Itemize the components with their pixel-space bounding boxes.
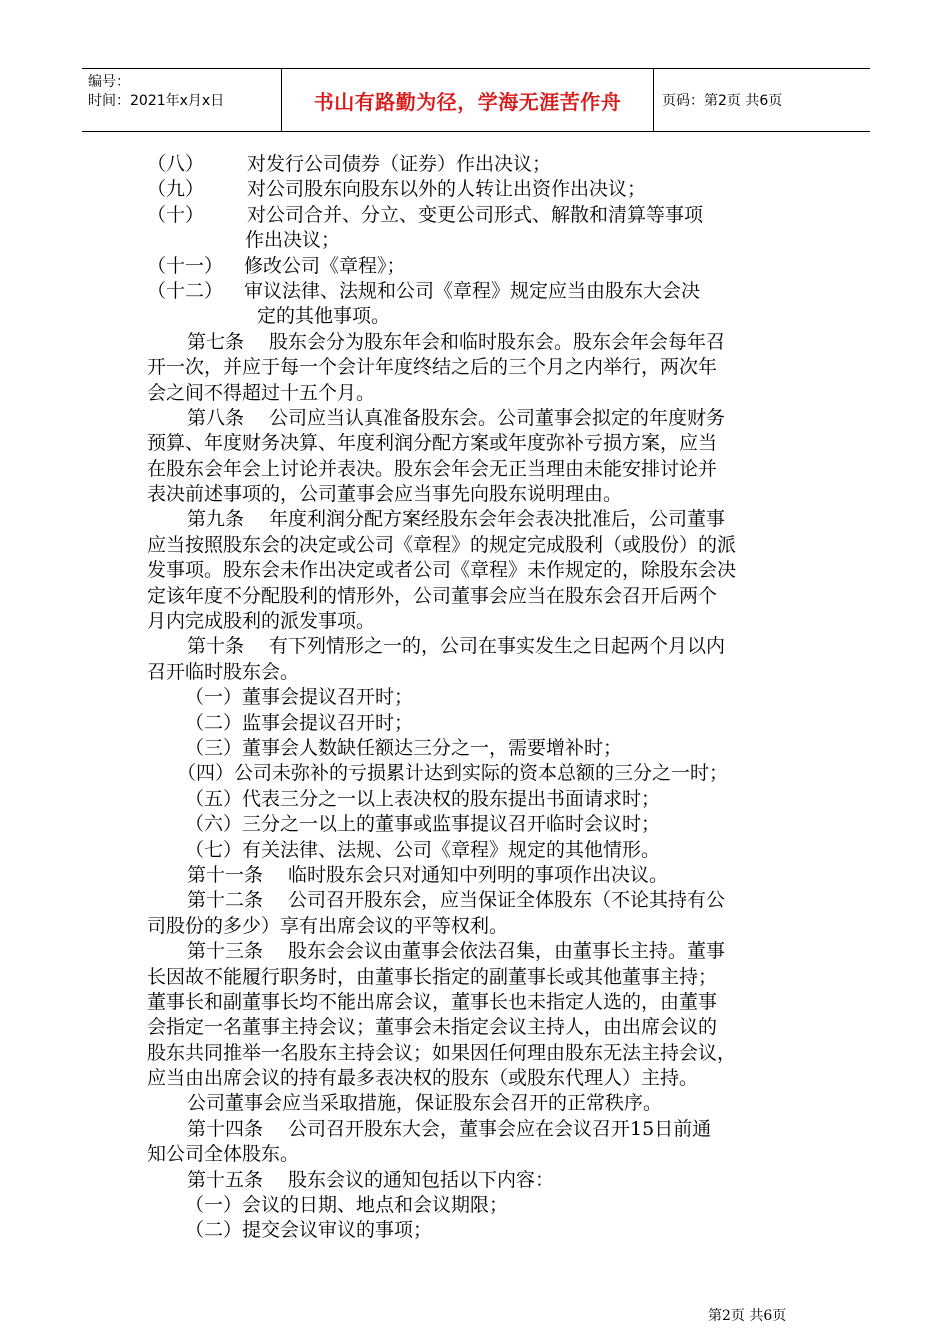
article-7 <box>147 330 807 355</box>
header-number: 编号： <box>88 74 130 90</box>
article-text: 应当由出席会议的持有最多表决权的股东（或股东代理人）主持。 <box>147 1067 699 1090</box>
page-footer: 第2页 共6页 <box>708 1308 787 1324</box>
article-text: 年度利润分配方案经股东会年会表决批准后，公司董事 <box>269 508 726 531</box>
header-motto: 书山有路勤为径，学海无涯苦作舟 <box>282 69 654 131</box>
article-text: 公司召开股东会，应当保证全体股东（不论其持有公 <box>288 889 726 912</box>
article-text: 会指定一名董事主持会议；董事会未指定会议主持人，由出席会议的 <box>147 1016 718 1039</box>
article-text: 司股份的多少）享有出席会议的平等权利。 <box>147 914 509 937</box>
article-text: 董事长和副董事长均不能出席会议，董事长也未指定人选的，由董事 <box>147 990 718 1013</box>
article-heading: 第十三条 <box>187 940 264 963</box>
list-item-9 <box>147 177 807 202</box>
article-text: 预算、年度财务决算、年度利润分配方案或年度弥补亏损方案，应当 <box>147 432 718 455</box>
header-time: 时间：2021年x月x日 <box>88 93 225 109</box>
article-text: 有下列情形之一的，公司在事实发生之日起两个月以内 <box>269 635 726 658</box>
sub-item: （七）有关法律、法规、公司《章程》规定的其他情形。 <box>185 838 661 861</box>
item-text: 对公司股东向股东以外的人转让出资作出决议； <box>247 178 647 201</box>
article-11 <box>147 863 807 888</box>
page-header <box>82 68 870 132</box>
header-meta <box>82 69 282 131</box>
article-text: 知公司全体股东。 <box>147 1143 300 1166</box>
article-text: 股东会议的通知包括以下内容： <box>288 1168 555 1191</box>
item-text: 修改公司《章程》； <box>244 254 406 277</box>
article-text: 股东共同推举一名股东主持会议；如果因任何理由股东无法主持会议， <box>147 1041 737 1064</box>
sub-item: （二）监事会提议召开时； <box>185 711 414 734</box>
sub-item: （二）提交会议审议的事项； <box>185 1219 433 1242</box>
article-text: 定该年度不分配股利的情形外，公司董事会应当在股东会召开后两个 <box>147 584 718 607</box>
item-number: （十一） <box>147 254 224 277</box>
article-heading: 第十条 <box>187 635 245 658</box>
item-number: （十二） <box>147 279 224 302</box>
article-9 <box>147 507 807 532</box>
header-page-number: 页码：第2页 共6页 <box>662 93 783 109</box>
article-text: 月内完成股利的派发事项。 <box>147 610 376 633</box>
article-heading: 第九条 <box>187 508 245 531</box>
list-item-8 <box>147 152 807 177</box>
item-text: 对公司合并、分立、变更公司形式、解散和清算等事项 <box>247 203 704 226</box>
item-text: 对发行公司债券（证券）作出决议； <box>247 153 552 175</box>
item-text: 审议法律、法规和公司《章程》规定应当由股东大会决 <box>244 279 701 302</box>
article-13 <box>147 939 807 964</box>
article-heading: 第十五条 <box>187 1168 264 1191</box>
article-text: 召开临时股东会。 <box>147 660 300 683</box>
article-10 <box>147 634 807 659</box>
sub-item: （一）会议的日期、地点和会议期限； <box>185 1194 509 1217</box>
article-8 <box>147 406 807 431</box>
article-heading: 第十四条 <box>187 1117 264 1140</box>
sub-item: （一）董事会提议召开时； <box>185 686 414 709</box>
article-text: 临时股东会只对通知中列明的事项作出决议。 <box>288 863 669 886</box>
item-number: （八） <box>147 153 205 175</box>
article-text: 公司召开股东大会，董事会应在会议召开15日前通 <box>288 1117 712 1140</box>
article-12 <box>147 888 807 913</box>
list-item-12 <box>147 279 807 304</box>
item-continuation: 作出决议； <box>245 229 341 252</box>
article-text: 在股东会年会上讨论并表决。股东会年会无正当理由未能安排讨论并 <box>147 457 718 480</box>
article-heading: 第十一条 <box>187 863 264 886</box>
article-13-paragraph: 公司董事会应当采取措施，保证股东会召开的正常秩序。 <box>187 1092 663 1115</box>
article-text: 发事项。股东会未作出决定或者公司《章程》未作规定的，除股东会决 <box>147 559 737 582</box>
article-text: 会之间不得超过十五个月。 <box>147 381 376 404</box>
article-text: 长因故不能履行职务时，由董事长指定的副董事长或其他董事主持； <box>147 965 718 988</box>
sub-item: （五）代表三分之一以上表决权的股东提出书面请求时； <box>185 787 661 810</box>
sub-item: （三）董事会人数缺任额达三分之一，需要增补时； <box>185 736 623 759</box>
article-text: 股东会分为股东年会和临时股东会。股东会年会每年召 <box>269 330 726 353</box>
item-continuation: 定的其他事项。 <box>257 305 391 328</box>
article-text: 应当按照股东会的决定或公司《章程》的规定完成股利（或股份）的派 <box>147 533 737 556</box>
article-heading: 第八条 <box>187 406 245 429</box>
article-text: 公司应当认真准备股东会。公司董事会拟定的年度财务 <box>269 406 726 429</box>
sub-item: （六）三分之一以上的董事或监事提议召开临时会议时； <box>185 813 661 836</box>
article-heading: 第七条 <box>187 330 245 353</box>
list-item-11 <box>147 254 807 279</box>
list-item-10 <box>147 203 807 228</box>
item-number: （十） <box>147 203 205 226</box>
article-15 <box>147 1168 807 1193</box>
article-14 <box>147 1117 807 1142</box>
sub-item: （四）公司未弥补的亏损累计达到实际的资本总额的三分之一时； <box>177 762 729 785</box>
article-text: 开一次，并应于每一个会计年度终结之后的三个月之内举行，两次年 <box>147 356 718 379</box>
article-heading: 第十二条 <box>187 889 264 912</box>
article-text: 股东会会议由董事会依法召集，由董事长主持。董事 <box>288 940 726 963</box>
item-number: （九） <box>147 178 205 201</box>
document-body <box>147 152 807 1244</box>
article-text: 表决前述事项的，公司董事会应当事先向股东说明理由。 <box>147 483 623 506</box>
